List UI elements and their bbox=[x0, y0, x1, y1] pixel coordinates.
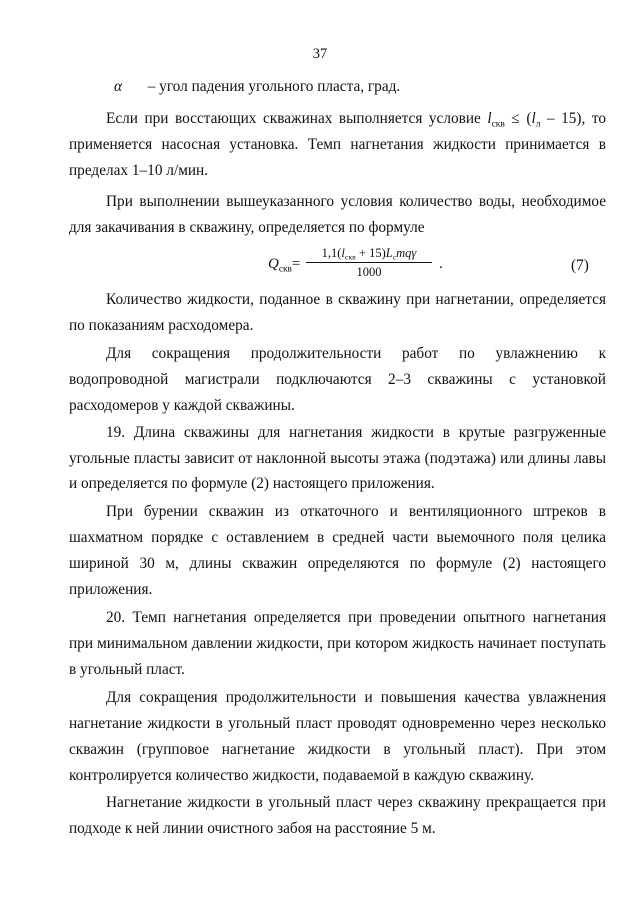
para5-line1: 19. Длина скважины для нагнетания жидкости в крутые разгруженные bbox=[106, 424, 606, 441]
para6-line3: шириной 30 м, длины скважин определяются по формуле (2) настоящего bbox=[69, 555, 606, 572]
para8-line3: скважин (групповое нагнетание жидкости в угольный пласт). При этом bbox=[69, 741, 606, 758]
para4-line2: водопроводной магистрали подключаются 2–3 скважины с установкой bbox=[69, 371, 606, 388]
symbol-definition bbox=[114, 79, 400, 94]
para6-line2: шахматном порядке с оставлением в средней части выемочного поля целика bbox=[69, 529, 606, 546]
equation-number: (7) bbox=[571, 257, 589, 274]
para1-line1: Если при восстающих скважинах выполняется условие $l_{скв} \le (l_л - 15)$, то bbox=[106, 110, 607, 130]
para5-line3: и определяется по формуле (2) настоящего приложения. bbox=[69, 475, 435, 492]
formula-numerator: $1,1(l_{скв} + 15)L_сmq\gamma$ bbox=[321, 246, 417, 262]
formula-fraction bbox=[303, 246, 435, 280]
para6-line4: приложения. bbox=[69, 581, 153, 598]
page-number: 37 bbox=[312, 46, 328, 62]
para3-line1: Количество жидкости, поданное в скважину при нагнетании, определяется bbox=[106, 291, 606, 308]
alpha-symbol: α bbox=[114, 78, 123, 95]
para4-line3: расходомеров у каждой скважины. bbox=[69, 397, 295, 414]
definition-text: угол падения угольного пласта, град. bbox=[159, 78, 401, 95]
para7-line2: при минимальном давлении жидкости, при котором жидкость начинает поступать bbox=[69, 635, 606, 652]
para9-line1: Нагнетание жидкости в угольный пласт через скважину прекращается при bbox=[106, 794, 606, 811]
para3-line2: по показаниям расходомера. bbox=[69, 317, 254, 334]
para4-line1: Для сокращения продолжительности работ по увлажнению к bbox=[106, 345, 606, 362]
definition-dash: – bbox=[147, 78, 156, 95]
para9-line2: подходе к ней линии очистного забоя на расстояние 5 м. bbox=[69, 820, 436, 837]
para2-line2: для закачивания в скважину, определяется по формуле bbox=[69, 219, 425, 236]
para7-line3: в угольный пласт. bbox=[69, 661, 185, 678]
formula-denominator: 1000 bbox=[356, 265, 382, 279]
para8-line2: нагнетание жидкости в угольный пласт проводят одновременно через несколько bbox=[69, 715, 606, 732]
para8-line4: контролируется количество жидкости, подаваемой в каждую скважину. bbox=[69, 767, 534, 784]
para6-line1: При бурении скважин из откаточного и вентиляционного штреков в bbox=[106, 503, 606, 520]
para1-line3: пределах 1–10 л/мин. bbox=[69, 162, 209, 179]
formula-lhs: $Q_{скв}=$ bbox=[268, 256, 301, 275]
para8-line1: Для сокращения продолжительности и повышения качества увлажнения bbox=[106, 689, 606, 706]
para5-line2: угольные пласты зависит от наклонной высоты этажа (подэтажа) или длины лавы bbox=[69, 450, 606, 467]
formula-period: . bbox=[439, 256, 443, 272]
para7-line1: 20. Темп нагнетания определяется при проведении опытного нагнетания bbox=[106, 609, 606, 626]
condition-formula: $l_{скв} \le (l_л - 15)$, bbox=[487, 110, 586, 130]
para1-line2: применяется насосная установка. Темп нагнетания жидкости принимается в bbox=[69, 136, 606, 153]
para2-line1: При выполнении вышеуказанного условия количество воды, необходимое bbox=[106, 193, 606, 210]
